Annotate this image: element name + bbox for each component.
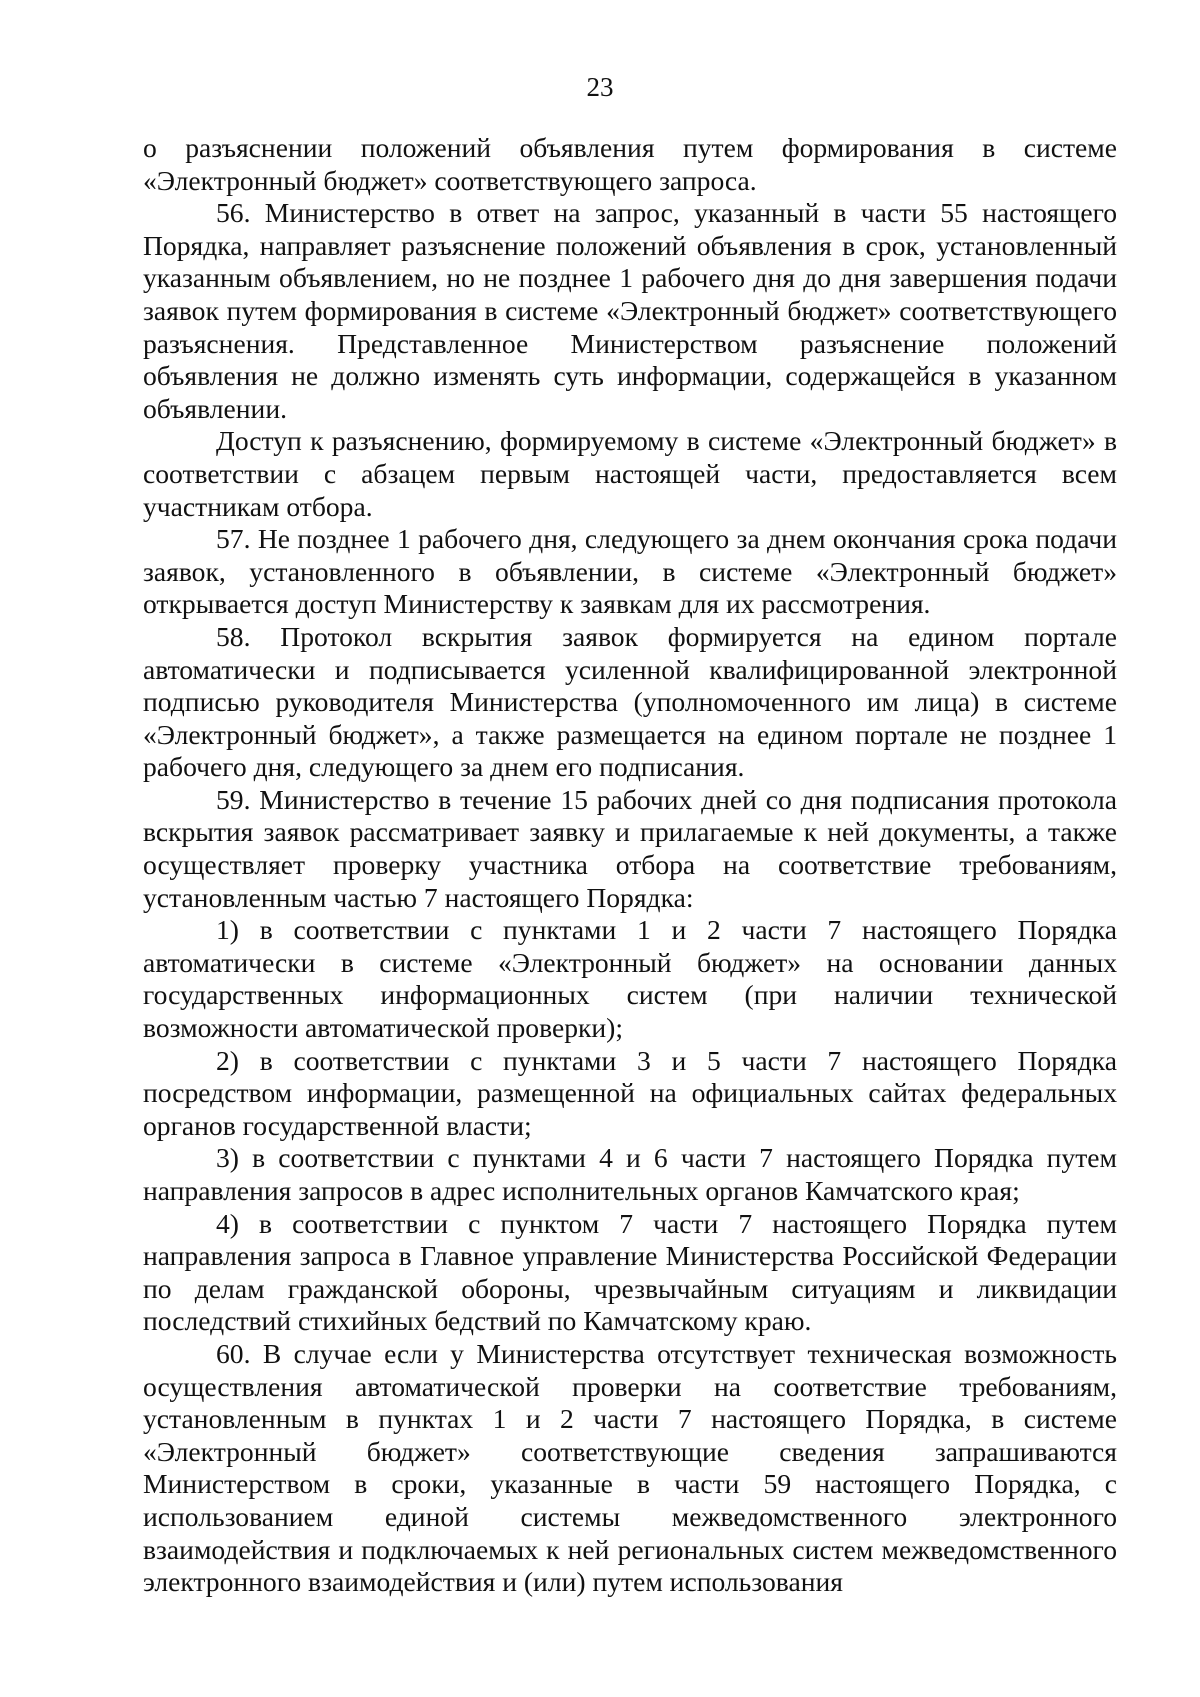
paragraph-59-item-4: 4) в соответствии с пунктом 7 части 7 настоящего Порядка путем направления запроса в Главное управление Министерства Российской Федерации по делам гражданской обороны, чрезвычайным ситуациям и ликвидации последствий стихийных бедствий по Камчатскому краю. (143, 1207, 1117, 1337)
paragraph-59: 59. Министерство в течение 15 рабочих дней со дня подписания протокола вскрытия заявок рассматривает заявку и прилагаемые к ней документы, а также осуществляет проверку участника отбора на соответствие требованиям, установленным частью 7 настоящего Порядка: (143, 783, 1117, 913)
page-number: 23 (586, 72, 614, 102)
paragraph-59-item-1: 1) в соответствии с пунктами 1 и 2 части 7 настоящего Порядка автоматически в системе «Электронный бюджет» на основании данных государственных информационных систем (при наличии технической возможности автоматической проверки); (143, 914, 1117, 1044)
paragraph-59-item-3: 3) в соответствии с пунктами 4 и 6 части 7 настоящего Порядка путем направления запросов в адрес исполнительных органов Камчатского края; (143, 1142, 1117, 1206)
paragraph-59-item-2: 2) в соответствии с пунктами 3 и 5 части 7 настоящего Порядка посредством информации, размещенной на официальных сайтах федеральных органов государственной власти; (143, 1044, 1117, 1141)
document-body (143, 132, 1117, 1599)
paragraph-56-access: Доступ к разъяснению, формируемому в системе «Электронный бюджет» в соответствии с абзацем первым настоящей части, предоставляется всем участникам отбора. (143, 425, 1117, 522)
paragraph-57: 57. Не позднее 1 рабочего дня, следующего за днем окончания срока подачи заявок, установленного в объявлении, в системе «Электронный бюджет» открывается доступ Министерству к заявкам для их рассмотрения. (143, 523, 1117, 620)
paragraph-56: 56. Министерство в ответ на запрос, указанный в части 55 настоящего Порядка, направляет разъяснение положений объявления в срок, установленный указанным объявлением, но не позднее 1 рабочего дня до дня завершения подачи заявок путем формирования в системе «Электронный бюджет» соответствующего разъяснения. Представленное Министерством разъяснение положений объявления не должно изменять суть информации, содержащейся в указанном объявлении. (143, 197, 1117, 424)
paragraph-58: 58. Протокол вскрытия заявок формируется на едином портале автоматически и подписывается усиленной квалифицированной электронной подписью руководителя Министерства (уполномоченного им лица) в системе «Электронный бюджет», а также размещается на едином портале не позднее 1 рабочего дня, следующего за днем его подписания. (143, 620, 1117, 783)
paragraph-continuation: о разъяснении положений объявления путем формирования в системе «Электронный бюджет» соответствующего запроса. (143, 132, 1117, 196)
paragraph-60: 60. В случае если у Министерства отсутствует техническая возможность осуществления автоматической проверки на соответствие требованиям, установленным в пунктах 1 и 2 части 7 настоящего Порядка, в системе «Электронный бюджет» соответствующие сведения запрашиваются Министерством в сроки, указанные в части 59 настоящего Порядка, с использованием единой системы межведомственного электронного взаимодействия и подключаемых к ней региональных систем межведомственного электронного взаимодействия и (или) путем использования (143, 1337, 1117, 1598)
